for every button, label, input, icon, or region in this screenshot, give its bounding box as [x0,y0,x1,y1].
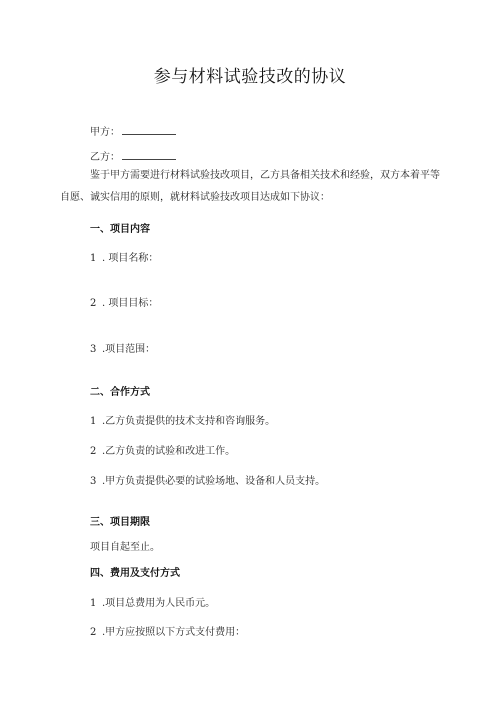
intro-paragraph: 鉴于甲方需要进行材料试验技改项目，乙方具备相关技术和经验，双方本着平等自愿、诚实信用的原则，就材料试验技改项目达成如下协议： [60,170,440,203]
item-text: .乙方负责提供的技术支持和咨询服务。 [102,416,276,427]
section-heading-content: 一、项目内容 [90,224,150,235]
list-item [90,476,325,488]
list-item [90,298,158,310]
party-a-label: 甲方： [90,127,120,138]
party-a-line [90,125,176,139]
section-heading-term: 三、项目期限 [90,517,150,528]
list-item [90,416,275,428]
item-text: . 项目名称： [102,253,159,264]
item-text: .项目总费用为人民币元。 [102,598,216,609]
item-text: .乙方负责的试验和改进工作。 [102,446,236,457]
item-text: . 项目目标： [102,298,159,309]
item-number: 3 [90,476,97,487]
term-text: 项目自起至止。 [90,542,160,553]
list-item [90,598,215,610]
document-title: 参与材料试验技改的协议 [153,67,347,87]
item-number: 2 [90,446,97,457]
party-a-blank [122,125,176,135]
party-b-label: 乙方： [90,152,120,163]
item-number: 1 [90,416,97,427]
party-b-line [90,150,176,164]
list-item [90,253,158,265]
list-item [90,344,155,356]
item-text: .项目范围： [102,344,156,355]
item-number: 3 [90,344,97,355]
party-b-blank [122,150,176,160]
item-number: 2 [90,627,97,638]
item-number: 2 [90,298,97,309]
item-number: 1 [90,253,97,264]
item-text: .甲方负责提供必要的试验场地、设备和人员支持。 [102,476,326,487]
list-item [90,446,235,458]
section-heading-payment: 四、费用及支付方式 [90,568,180,579]
item-text: .甲方应按照以下方式支付费用： [102,627,246,638]
section-heading-cooperation: 二、合作方式 [90,387,150,398]
item-number: 1 [90,598,97,609]
list-item [90,627,245,639]
